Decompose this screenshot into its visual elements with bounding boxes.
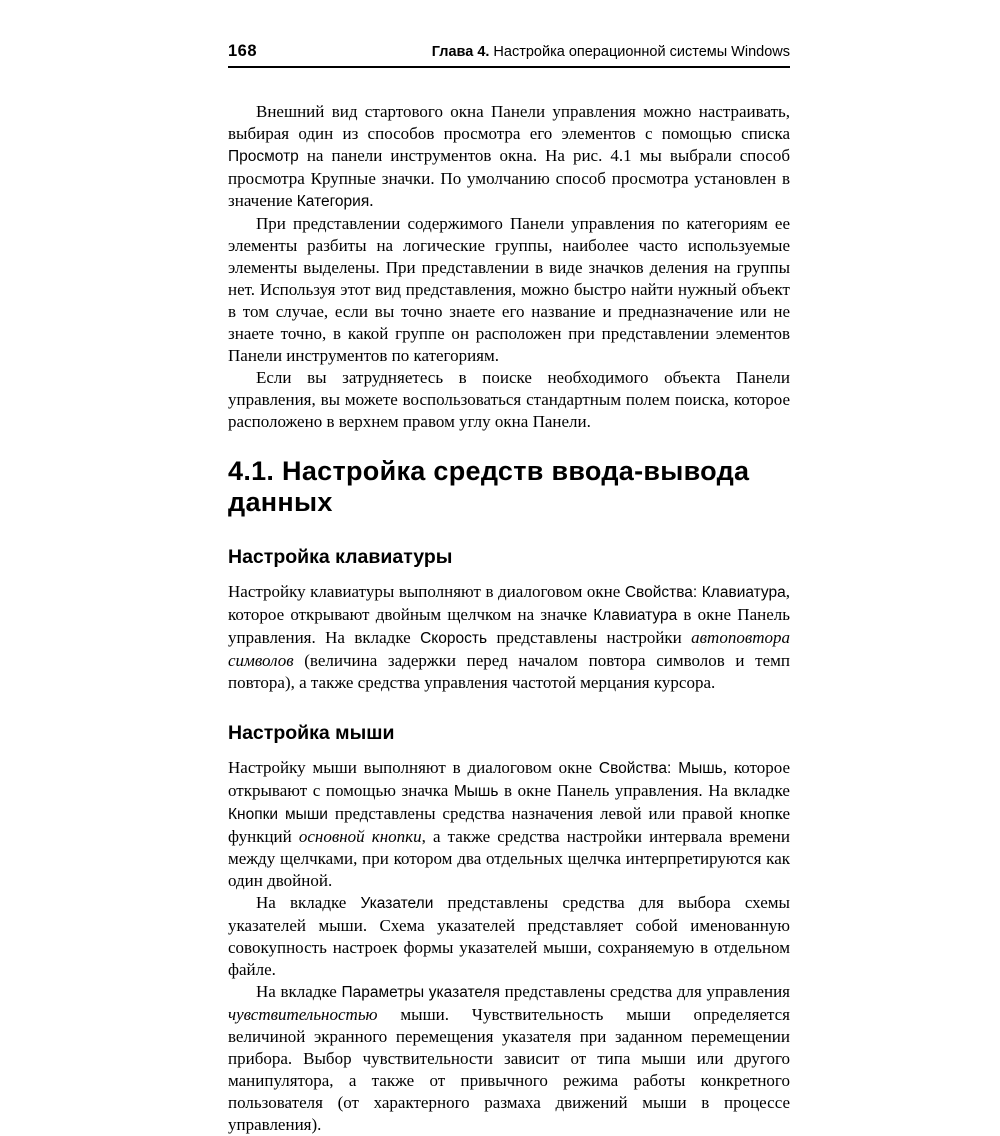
text-run-serif: представлены настройки <box>487 628 692 647</box>
text-run-serif: , а также средства настройки интервала времени между щелчками, при котором два отдельных щелчка интерпретируются как один двойной. <box>228 827 790 890</box>
text-run-serif: мыши. Чувствительность мыши определяется величиной экранного перемещения указателя при заданном перемещении прибора. Выбор чувствительности зависит от типа мыши или другого манипулятора, а также от привычного режима работы конкретного пользователя (от характерного размаха движений мыши в процессе управления). <box>228 1005 790 1134</box>
chapter-reference <box>432 44 790 60</box>
paragraph-keyboard <box>228 581 790 694</box>
section-heading: 4.1. Настройка средств ввода-вывода данных <box>228 456 750 517</box>
text-run-sans: Категория <box>296 193 370 210</box>
text-run-serif: На вкладке <box>256 893 361 912</box>
text-run-sans: Свойства: Мышь <box>598 760 723 777</box>
text-run-serif: , которое открывают с помощью значка <box>228 758 790 800</box>
text-run-italic: автоповтора символов <box>228 628 790 670</box>
subheading-keyboard: Настройка клавиатуры <box>228 546 453 568</box>
text-run-serif: При представлении содержимого Панели управления по категориям ее элементы разбиты на логические группы, наиболее часто используемые элементы выделены. При представлении в виде значков деления на группы нет. Используя этот вид представления, можно быстро найти нужный объект в том случае, если вы точно знаете его название и предназначение или не знаете точно, в какой группе он расположен при представлении элементов Панели инструментов по категориям. <box>228 214 790 365</box>
page-number: 168 <box>228 42 258 60</box>
text-run-serif: на панели инструментов окна. На рис. 4.1 мы выбрали способ просмотра Крупные значки. По умолчанию способ просмотра установлен в значение <box>228 146 790 210</box>
text-run-serif: Настройку мыши выполняют в диалоговом окне <box>228 758 599 777</box>
text-run-serif: представлены средства для выбора схемы указателей мыши. Схема указателей представляет собой именованную совокупность настроек формы указателей мыши, сохраняемую в отдельном файле. <box>228 893 790 979</box>
text-run-italic: основной кнопки <box>298 827 422 846</box>
text-run-serif: в окне Панель управления. На вкладке <box>498 781 790 800</box>
text-run-serif: в окне Панель управления. На вкладке <box>228 605 790 647</box>
text-run-serif: Если вы затрудняетесь в поиске необходимого объекта Панели управления, вы можете воспользоваться стандартным полем поиска, которое расположено в верхнем правом углу окна Панели. <box>228 368 790 431</box>
paragraph-intro-2 <box>228 213 790 367</box>
text-run-sans: Параметры указателя <box>341 984 500 1001</box>
paragraph-intro-1 <box>228 101 790 213</box>
text-run-sans: Указатели <box>360 895 434 912</box>
text-run-serif: . <box>369 191 374 210</box>
text-run-serif: представлены средства для управления <box>499 982 791 1001</box>
text-run-serif: , которое открывают двойным щелчком на значке <box>228 582 790 624</box>
text-run-serif: На вкладке <box>256 982 342 1001</box>
chapter-title: Настройка операционной системы Windows <box>493 44 790 60</box>
paragraph-mouse-3 <box>228 981 790 1136</box>
text-run-italic: чувствительностью <box>228 1005 378 1024</box>
text-run-sans: Клавиатура <box>593 607 678 624</box>
text-run-sans: Кнопки мыши <box>228 806 328 823</box>
paragraph-mouse-1 <box>228 757 790 892</box>
text-run-sans: Мышь <box>453 783 499 800</box>
text-run-serif: Настройку клавиатуры выполняют в диалоговом окне <box>228 582 625 601</box>
text-run-sans: Свойства: Клавиатура <box>624 584 786 601</box>
chapter-label: Глава 4. <box>431 44 490 60</box>
paragraph-intro-3 <box>228 367 790 433</box>
running-header <box>228 42 790 68</box>
text-run-sans: Просмотр <box>228 148 299 165</box>
text-run-serif: (величина задержки перед началом повтора символов и темп повтора), а также средства управления частотой мерцания курсора. <box>228 651 790 692</box>
text-run-sans: Скорость <box>420 630 488 647</box>
paragraph-mouse-2 <box>228 892 790 981</box>
subheading-mouse: Настройка мыши <box>228 722 395 744</box>
page-body <box>228 101 790 1136</box>
text-run-serif: Внешний вид стартового окна Панели управления можно настраивать, выбирая один из способов просмотра его элементов с помощью списка <box>228 102 790 143</box>
text-run-serif: представлены средства назначения левой или правой кнопке функций <box>228 804 790 846</box>
